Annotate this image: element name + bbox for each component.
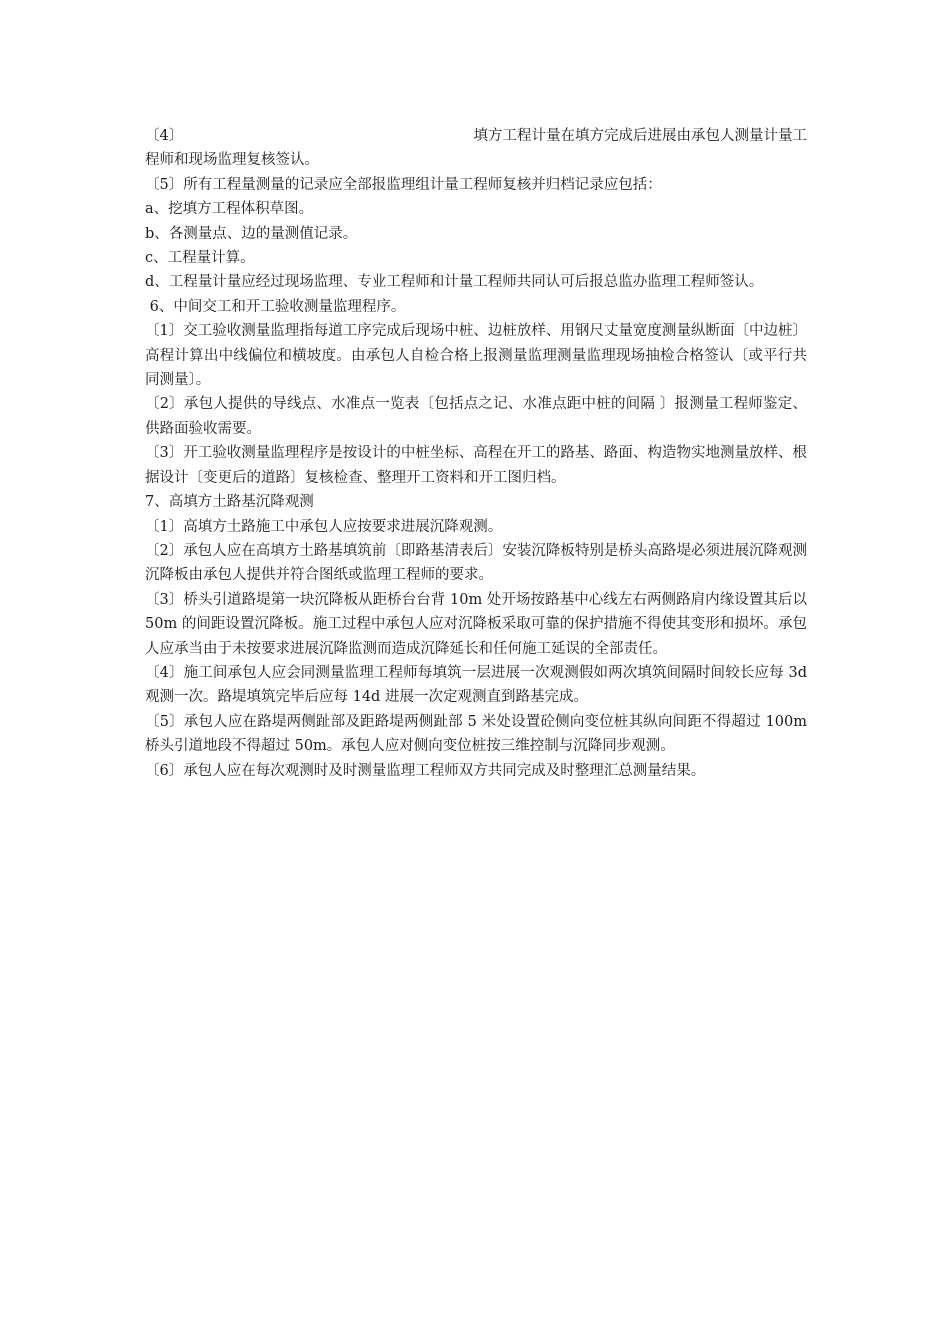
- paragraph: 〔5〕承包人应在路堤两侧趾部及距路堤两侧趾部 5 米处设置砼侧向变位桩其纵向间距不得超过 100m 桥头引道地段不得超过 50m。承包人应对侧向变位桩按三维控制与沉降同步观测。: [145, 713, 807, 755]
- paragraph: 〔3〕桥头引道路堤第一块沉降板从距桥台台背 10m 处开场按路基中心线左右两侧路肩内缘设置其后以 50m 的间距设置沉降板。施工过程中承包人应对沉降板采取可靠的保护措施不得使其变形和损坏。承包人应承当由于未按要求进展沉降监测而造成沉降延长和任何施工延误的全部责任。: [145, 591, 807, 657]
- paragraph: 〔1〕高填方土路施工中承包人应按要求进展沉降观测。: [145, 518, 503, 535]
- paragraph: 〔2〕承包人应在高填方土路基填筑前〔即路基清表后〕安装沉降板特别是桥头高路堤必须进展沉降观测沉降板由承包人提供并符合图纸或监理工程师的要求。: [145, 542, 807, 584]
- paragraph: 〔4〕施工间承包人应会同测量监理工程师每填筑一层进展一次观测假如两次填筑间隔时间较长应每 3d 观测一次。路堤填筑完毕后应每 14d 进展一次定观测直到路基完成。: [145, 664, 807, 706]
- paragraph-head-text: 填方工程计量在填方完成后进展由承包人测量计量工: [473, 128, 807, 144]
- paragraph-fill-measurement: [145, 124, 807, 173]
- paragraph-first-line: [145, 124, 807, 148]
- paragraph: a、挖填方工程体积草图。: [145, 201, 314, 218]
- paragraph: c、工程量计算。: [145, 250, 255, 267]
- paragraph: 〔6〕承包人应在每次观测时及时测量监理工程师双方共同完成及时整理汇总测量结果。: [145, 762, 706, 779]
- paragraph: 〔3〕开工验收测量监理程序是按设计的中桩坐标、高程在开工的路基、路面、构造物实地测量放样、根据设计〔变更后的道路〕复核检查、整理开工资料和开工图归档。: [145, 445, 807, 486]
- section-heading: 7、高填方土路基沉降观测: [145, 494, 314, 511]
- section-heading: 6、中间交工和开工验收测量监理程序。: [145, 298, 406, 315]
- paragraph-number: 〔4〕: [145, 128, 184, 144]
- paragraph: d、工程量计量应经过现场监理、专业工程师和计量工程师共同认可后报总监办监理工程师签认。: [145, 274, 764, 291]
- paragraph: 〔2〕承包人提供的导线点、水准点一览表〔包括点之记、水准点距中桩的间隔 〕报测量工程师鉴定、供路面验收需要。: [145, 396, 807, 437]
- paragraph: b、各测量点、边的量测值记录。: [145, 225, 358, 242]
- paragraph: 〔1〕交工验收测量监理指每道工序完成后现场中桩、边桩放样、用钢尺丈量宽度测量纵断面〔中边桩〕高程计算出中线偏位和横坡度。由承包人自检合格上报测量监理测量监理现场抽检合格签认〔或平行共同测量〕。: [145, 323, 807, 389]
- document-body: [145, 124, 807, 783]
- paragraph: 〔5〕所有工程量测量的记录应全部报监理组计量工程师复核并归档记录应包括：: [145, 176, 662, 193]
- paragraph-tail-text: 程师和现场监理复核签认。: [145, 152, 319, 169]
